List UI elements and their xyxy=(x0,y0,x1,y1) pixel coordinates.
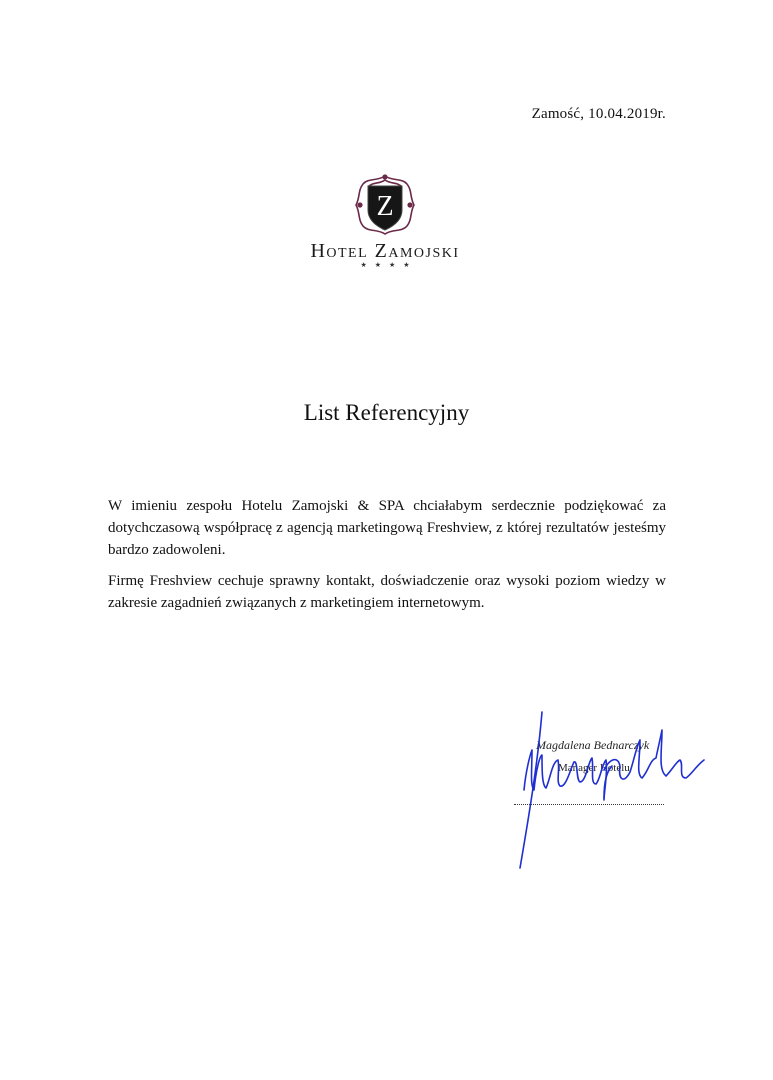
hotel-name: Hotel Zamojski xyxy=(310,240,460,262)
paragraph-2: Firmę Freshview cechuje sprawny kontakt, doświadczenie oraz wysoki poziom wiedzy w zakresie zagadnień związanych z marketingiem internetowym. xyxy=(108,573,666,611)
signature-block xyxy=(500,700,720,880)
document-title: List Referencyjny xyxy=(303,400,470,425)
signatory-name: Magdalena Bednarczyk xyxy=(536,738,650,752)
svg-text:Z: Z xyxy=(376,191,394,222)
letter-date: Zamość, 10.04.2019r. xyxy=(531,106,666,122)
handwritten-signature xyxy=(500,700,720,880)
crest-icon xyxy=(352,172,418,238)
signatory-role: Manager Hotelu xyxy=(558,762,630,774)
paragraph-1: W imieniu zespołu Hotelu Zamojski & SPA chciałabym serdecznie podziękować za dotychczasową współpracę z agencją marketingową Freshview, z której rezultatów jesteśmy bardzo zadowoleni. xyxy=(108,498,666,558)
hotel-stars: ★★★★ xyxy=(360,261,418,269)
hotel-logo xyxy=(290,172,480,269)
